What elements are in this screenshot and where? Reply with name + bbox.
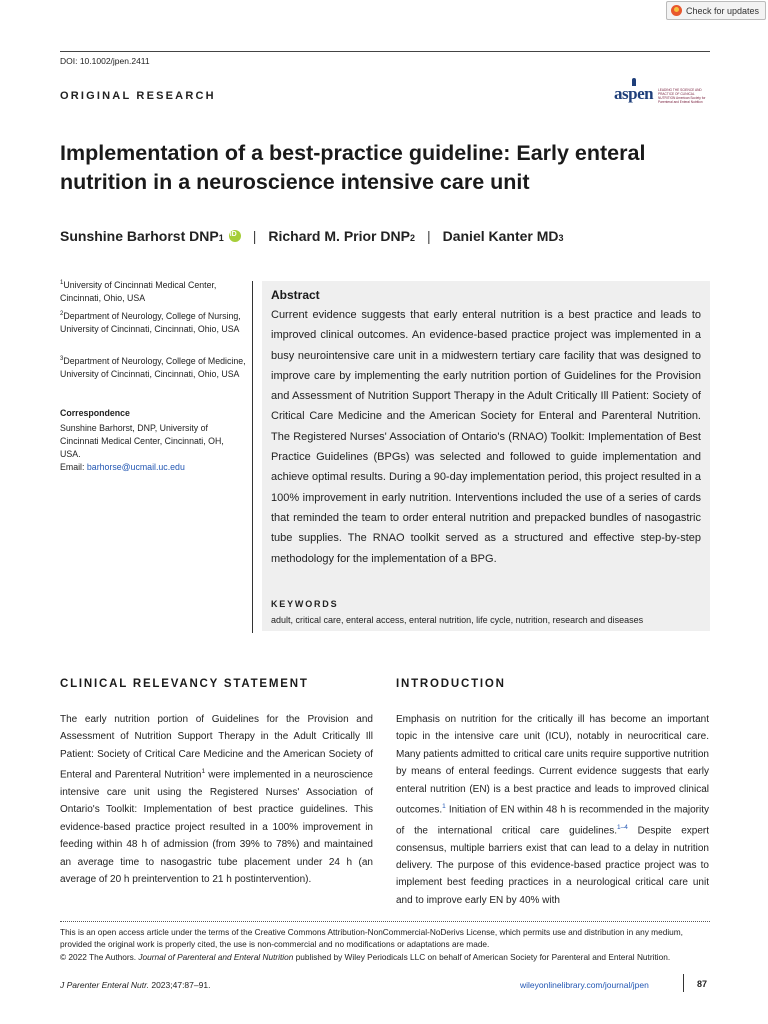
- author-name: Daniel Kanter MD: [442, 228, 559, 244]
- author-name: Sunshine Barhorst DNP: [60, 228, 219, 244]
- affiliation-text: Department of Neurology, College of Medicine, University of Cincinnati, Cincinnati, Ohio, USA: [60, 355, 246, 379]
- correspondence-text: Sunshine Barhorst, DNP, University of Cincinnati Medical Center, Cincinnati, OH, USA.: [60, 423, 224, 459]
- abstract-divider: [252, 281, 253, 633]
- article-title: Implementation of a best-practice guideline: Early enteral nutrition in a neuroscience intensive care unit: [60, 141, 646, 194]
- update-icon: [671, 5, 682, 16]
- check-for-updates-button[interactable]: [666, 1, 766, 20]
- citation-link[interactable]: 1: [442, 803, 446, 811]
- aspen-logo: [614, 78, 712, 108]
- abstract-text: Current evidence suggests that early enteral nutrition is a best practice and leads to improved clinical outcomes. An evidence-based practice project was implemented in a busy neurointensive care unit in a midwestern tertiary care facility that was designed to improve care by implementing the early nutrition portion of Guidelines for the Provision and Assessment of Nutrition Support Therapy in the Adult Critically Ill Patient: Society of Critical Care Medicine and the American Society for Enteral and Parenteral Nutrition. The Registered Nurses' Association of Ontario's (RNAO) Toolkit: Implementation of Best Practice Guidelines (BPGs) was selected and followed to guide implementation and achieve optimal results. During a 90-day implementation period, this project resulted in a 100% improvement in early nutrition. Interventions included the use of a series of cards that reminded the team to order enteral nutrition and prepacked bundles of nasogastric tube supplies. The RNAO toolkit served as a structured and effective step-by-step methodology for the implementation of a BPG.: [271, 309, 701, 565]
- affiliation-sup: 3: [60, 356, 64, 362]
- clinical-relevancy-heading: CLINICAL RELEVANCY STATEMENT: [60, 678, 309, 690]
- copyright-text: published by Wiley Periodicals LLC on behalf of American Society for Parenteral and Enteral Nutrition.: [293, 951, 671, 962]
- body-text: Emphasis on nutrition for the critically ill has become an important topic in the intensive care unit (ICU), notably in neurocritical care. Many patients admitted to critical care units require supportive nutrition by means of enteral feedings. Current evidence suggests that early enteral nutrition (EN) is a best practice and leads to improved clinical outcomes.: [396, 714, 709, 816]
- author-separator: |: [252, 228, 257, 244]
- affiliation-text: Department of Neurology, College of Nursing, University of Cincinnati, Cincinnati, Ohio, USA: [60, 310, 241, 334]
- author-separator: |: [426, 228, 431, 244]
- clinical-relevancy-text: [60, 711, 373, 888]
- footer-citation: [60, 980, 210, 990]
- license-block: [60, 926, 712, 963]
- top-rule: [60, 51, 710, 52]
- author-affil-sup: 2: [409, 233, 415, 243]
- check-updates-label: Check for updates: [686, 5, 760, 16]
- affiliation-text: University of Cincinnati Medical Center, Cincinnati, Ohio, USA: [60, 279, 217, 303]
- affiliation-sup: 1: [60, 280, 64, 286]
- affiliation: [60, 308, 246, 336]
- footer-journal: J Parenter Enteral Nutr.: [60, 980, 149, 990]
- body-text: Initiation of EN within 48 h is recommended in the majority of the international critical care guidelines.: [396, 804, 709, 837]
- aspen-tagline: LEADING THE SCIENCE AND PRACTICE OF CLINICAL NUTRITION American Society for Parenteral and Enteral Nutrition: [658, 88, 706, 104]
- affiliation: [60, 277, 246, 305]
- body-text: The early nutrition portion of Guidelines for the Provision and Assessment of Nutrition Support Therapy in the Adult Critically Ill Patient: Society of Critical Care Medicine and the American Society of Enteral and Parenteral Nutrition: [60, 714, 373, 781]
- introduction-text: [396, 711, 709, 909]
- copyright-text: © 2022 The Authors.: [60, 951, 139, 962]
- aspen-wordmark: aspen: [614, 84, 654, 103]
- affiliation: [60, 353, 246, 381]
- citation-sup: 1: [201, 768, 206, 776]
- correspondence-heading: Correspondence: [60, 408, 130, 418]
- journal-url-link[interactable]: wileyonlinelibrary.com/journal/jpen: [520, 980, 649, 990]
- author-affil-sup: 3: [558, 233, 564, 243]
- introduction-heading: INTRODUCTION: [396, 678, 506, 690]
- license-text: This is an open access article under the terms of the Creative Commons Attribution-NonCommercial-NoDerivs License, which permits use and distribution in any medium, provided the original work is properly cited, the use is non-commercial and no modifications or adaptations are made.: [60, 927, 683, 950]
- affiliation-sup: 2: [60, 311, 64, 317]
- citation-link[interactable]: 1–4: [616, 823, 628, 831]
- abstract-heading: Abstract: [271, 288, 320, 302]
- email-link[interactable]: barhorse@ucmail.uc.edu: [86, 462, 185, 472]
- body-text: were implemented in a neuroscience intensive care unit using the Registered Nurses' Association of Ontario's Toolkit: Implementation of best practice guidelines. This evidence-based practice project resulted in a 100% improvement in feeding within 48 h of admission (from 39% to 78%) and maintained an average time to nasogastric tube placement under 24 h (an average of 20 h preintervention to 21 h postintervention).: [60, 769, 373, 885]
- author-affil-sup: 1: [218, 233, 224, 243]
- body-text: Despite expert consensus, multiple barriers exist that can lead to a delay in nutrition delivery. The purpose of this evidence-based practice project was to implement best feeding practices in a neurological critical care unit and to improve early EN by 40% with: [396, 825, 710, 906]
- correspondence-body: [60, 422, 246, 474]
- author-name: Richard M. Prior DNP: [268, 228, 410, 244]
- page-number: 87: [697, 979, 708, 989]
- keywords-text: adult, critical care, enteral access, enteral nutrition, life cycle, nutrition, research and diseases: [271, 615, 644, 625]
- license-divider: [60, 921, 710, 922]
- footer-separator: [683, 974, 684, 992]
- keywords-heading: KEYWORDS: [271, 599, 339, 609]
- journal-name: Journal of Parenteral and Enteral Nutrition: [138, 951, 294, 962]
- email-label: Email:: [60, 462, 85, 472]
- orcid-icon[interactable]: [229, 230, 241, 242]
- footer-volume: 2023;47:87–91.: [148, 980, 211, 990]
- author-list: [60, 228, 720, 244]
- doi: DOI: 10.1002/jpen.2411: [60, 56, 150, 66]
- article-type-label: ORIGINAL RESEARCH: [60, 90, 216, 102]
